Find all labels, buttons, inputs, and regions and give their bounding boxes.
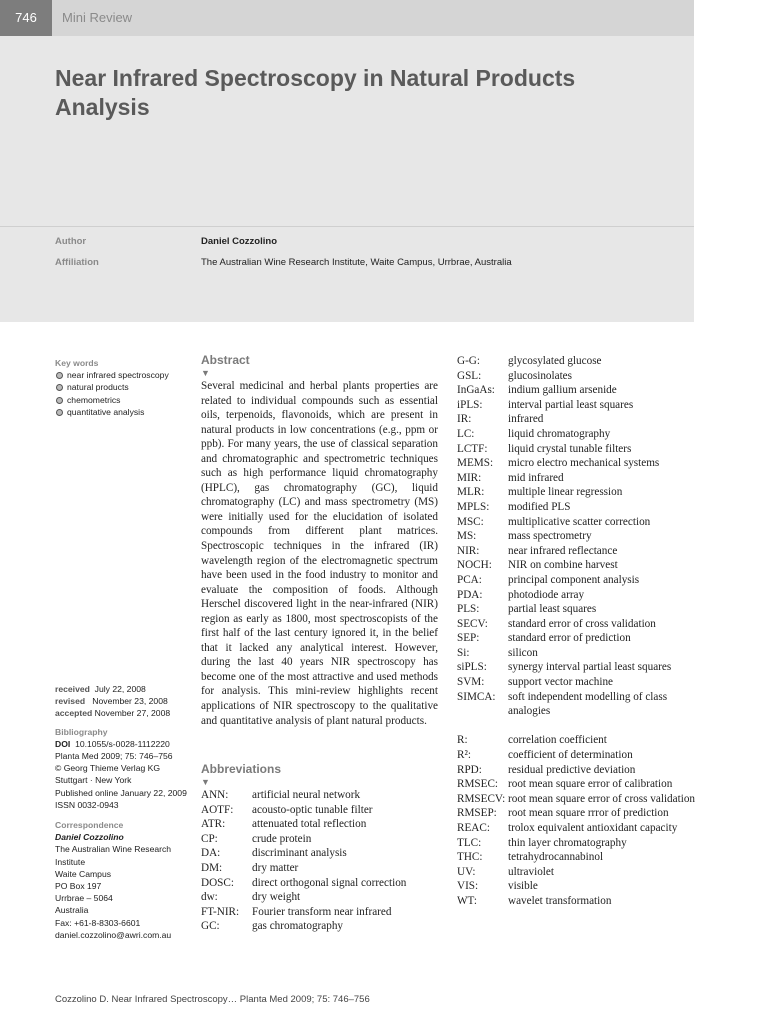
abbreviation-code: MSC: — [457, 515, 484, 528]
abbreviation-definition: acousto-optic tunable filter — [252, 803, 373, 816]
top-bar — [0, 0, 694, 36]
abbreviation-row — [457, 836, 697, 851]
abbreviation-definition: wavelet transformation — [508, 894, 612, 907]
abbreviation-definition: principal component analysis — [508, 573, 640, 586]
abbreviation-definition: tetrahydrocannabinol — [508, 851, 604, 864]
article-info-block — [55, 683, 190, 941]
abbreviation-row — [201, 832, 438, 847]
author-label: Author — [55, 236, 87, 247]
abbreviation-definition: liquid crystal tunable filters — [508, 442, 632, 455]
abbreviation-row — [457, 558, 697, 573]
abbreviation-definition: crude protein — [252, 832, 312, 845]
accepted-date: November 27, 2008 — [94, 708, 171, 719]
abbreviation-code: DM: — [201, 861, 223, 874]
keywords-label: Key words — [55, 358, 99, 368]
abbreviation-definition: synergy interval partial least squares — [508, 661, 672, 674]
correspondence-label: Correspondence — [55, 820, 124, 831]
abbreviation-code: MLR: — [457, 486, 485, 499]
abbreviation-definition: near infrared reflectance — [508, 544, 618, 557]
abbreviation-code: dw: — [201, 891, 218, 904]
abbreviation-code: InGaAs: — [457, 384, 495, 397]
abbreviation-row — [457, 660, 697, 675]
abbreviation-definition: mid infrared — [508, 471, 564, 484]
abbreviation-row — [457, 500, 697, 515]
abbreviation-row — [457, 865, 697, 880]
abbreviation-row — [457, 748, 697, 763]
abbreviation-row — [457, 792, 697, 807]
correspondence-name: Daniel Cozzolino — [55, 832, 124, 843]
abbreviation-row — [201, 788, 438, 803]
abbreviation-code: R²: — [457, 749, 471, 762]
abbreviation-code: SVM: — [457, 676, 485, 689]
header-divider — [0, 226, 694, 227]
abbreviation-code: DOSC: — [201, 876, 234, 889]
abbreviation-definition: root mean square error of calibration — [508, 778, 673, 791]
abbreviation-code: MIR: — [457, 471, 482, 484]
doi-value: 10.1055/s-0028-1112220 — [75, 738, 170, 749]
abbreviation-definition: mass spectrometry — [508, 530, 592, 543]
bibliography-line: Planta Med 2009; 75: 746–756 — [55, 751, 173, 762]
correspondence-line: Australia — [55, 905, 89, 916]
abbreviation-definition: glycosylated glucose — [508, 355, 602, 367]
keywords-list — [55, 369, 190, 418]
abbreviation-code: VIS: — [457, 880, 479, 893]
abbreviation-code: NOCH: — [457, 559, 492, 572]
abbreviation-definition: NIR on combine harvest — [508, 559, 618, 572]
abbreviation-row — [201, 905, 438, 920]
abbreviation-row — [457, 733, 697, 748]
abbreviation-code: UV: — [457, 865, 476, 878]
abbreviation-definition: root mean square rrror of prediction — [508, 807, 669, 820]
abbreviation-row — [201, 817, 438, 832]
abbreviation-definition: standard error of prediction — [508, 632, 631, 645]
abbreviation-definition: interval partial least squares — [508, 398, 634, 411]
abbreviation-code: R: — [457, 734, 468, 747]
abbreviations-section — [201, 762, 438, 934]
abbreviation-definition: modified PLS — [508, 500, 571, 513]
abbreviation-definition: gas chromatography — [252, 920, 344, 933]
accepted-row: accepted November 27, 2008 — [55, 708, 171, 719]
abbreviation-row — [457, 850, 697, 865]
correspondence-line: Urrbrae – 5064 — [55, 893, 113, 904]
abbreviation-code: PDA: — [457, 588, 483, 601]
abbreviation-code: AOTF: — [201, 803, 234, 816]
abbreviation-definition: ultraviolet — [508, 865, 554, 878]
abbreviation-row — [457, 675, 697, 690]
abbreviation-definition: silicon — [508, 646, 538, 659]
abbreviation-row — [457, 485, 697, 500]
abbreviation-code: RPD: — [457, 763, 482, 776]
abbreviation-definition: trolox equivalent antioxidant capacity — [508, 822, 678, 834]
bibliography-line: Published online January 22, 2009 — [55, 787, 187, 798]
abbreviation-row — [457, 529, 697, 544]
abbreviations-marker-icon: ▼ — [201, 777, 210, 787]
received-row: received July 22, 2008 — [55, 684, 146, 694]
abbreviation-definition: discriminant analysis — [252, 847, 347, 860]
abbreviation-code: SIMCA: — [457, 690, 496, 703]
correspondence-line: The Australian Wine Research Institute — [55, 844, 172, 867]
keywords-block — [55, 357, 190, 418]
abbreviation-row — [457, 690, 697, 719]
abbreviation-code: RMSECV: — [457, 792, 506, 805]
abbreviation-row — [457, 646, 697, 661]
abbreviation-code: PLS: — [457, 603, 480, 616]
abbreviation-row — [457, 821, 697, 836]
abbreviation-code: CP: — [201, 832, 218, 845]
abbreviation-definition: infrared — [508, 413, 544, 426]
abbreviation-definition: partial least squares — [508, 603, 597, 616]
bibliography-label: Bibliography — [55, 726, 108, 737]
abbreviation-row — [457, 573, 697, 588]
abbreviation-code: G-G: — [457, 355, 480, 367]
abbreviation-definition: liquid chromatography — [508, 427, 611, 440]
abbreviation-definition: root mean square error of cross validation — [508, 792, 696, 805]
correspondence-email[interactable]: daniel.cozzolino@awri.com.au — [55, 929, 172, 940]
abbreviation-code: SECV: — [457, 617, 488, 630]
abbreviation-definition: glucosinolates — [508, 369, 573, 382]
abbreviation-code: MS: — [457, 530, 477, 543]
received-date: July 22, 2008 — [94, 684, 146, 694]
abbreviation-code: REAC: — [457, 822, 490, 834]
abbreviation-row — [457, 763, 697, 778]
abbreviation-row — [457, 617, 697, 632]
abbreviation-row — [457, 602, 697, 617]
abbreviation-row — [457, 471, 697, 486]
abbreviation-row — [201, 861, 438, 876]
abbreviation-code: IR: — [457, 413, 472, 426]
affiliation-text: The Australian Wine Research Institute, Waite Campus, Urrbrae, Australia — [201, 257, 512, 268]
abbreviation-row — [201, 876, 438, 891]
abbreviation-code: PCA: — [457, 573, 482, 586]
abbreviation-code: iPLS: — [457, 398, 483, 411]
abbreviation-row — [457, 442, 697, 457]
abbreviation-definition: residual predictive deviation — [508, 763, 636, 776]
abbreviation-definition: correlation coefficient — [508, 734, 607, 747]
abbreviation-definition: artificial neural network — [252, 789, 361, 801]
revised-date: November 23, 2008 — [92, 696, 168, 707]
abbreviation-row — [201, 846, 438, 861]
abbreviation-definition: multiplicative scatter correction — [508, 515, 651, 528]
abbreviation-code: Si: — [457, 646, 470, 659]
abbreviations-list-left — [201, 788, 438, 934]
section-label: Mini Review — [62, 10, 133, 25]
doi-row: DOI 10.1055/s-0028-1112220 — [55, 738, 170, 749]
abbreviation-definition: dry weight — [252, 891, 301, 904]
bibliography-line: ISSN 0032-0943 — [55, 799, 119, 810]
keyword-item: near infrared spectroscopy — [55, 369, 190, 381]
abbreviation-row — [457, 879, 697, 894]
footer-citation: Cozzolino D. Near Infrared Spectroscopy… Planta Med 2009; 75: 746–756 — [55, 994, 370, 1005]
abbreviation-code: LC: — [457, 427, 475, 440]
author-name: Daniel Cozzolino — [201, 236, 277, 247]
abbreviation-row — [457, 777, 697, 792]
abbreviation-definition: Fourier transform near infrared — [252, 905, 392, 918]
abbreviation-row — [457, 588, 697, 603]
abbreviation-definition: coefficient of determination — [508, 749, 633, 762]
abbreviation-definition: support vector machine — [508, 676, 614, 689]
abbreviation-row — [457, 398, 697, 413]
abstract-section — [201, 353, 438, 728]
abbreviation-definition: soft independent modelling of class analogies — [508, 690, 668, 718]
bibliography-line: Stuttgart · New York — [55, 775, 132, 786]
abbreviation-row — [457, 515, 697, 530]
abbreviation-code: RMSEP: — [457, 807, 497, 820]
abbreviation-definition: photodiode array — [508, 588, 585, 601]
abbreviation-code: siPLS: — [457, 661, 487, 674]
abbreviation-code: GSL: — [457, 369, 482, 382]
abbreviation-definition: standard error of cross validation — [508, 617, 656, 630]
abbreviation-code: DA: — [201, 847, 221, 860]
abstract-marker-icon: ▼ — [201, 368, 210, 378]
correspondence-line: PO Box 197 — [55, 881, 102, 892]
abbreviation-row — [457, 631, 697, 646]
abstract-text: Several medicinal and herbal plants properties are related to individual compounds such as essential oils, terpenoids, flavonoids, which are present in natural products in low concentrations (e.g., ppm or ppb). For many years, the use of classical separation and chromatographic and spectrometric techniques such as high performance liquid chromatography (HPLC), gas chromatography (GC), liquid chromatography (LC) and mass spectrometry (MS) were initially used for the elucidation of isolated compounds from different plant matrices. Spectroscopic techniques in the infrared (IR) wavelength region of the electromagnetic spectrum have been used in the food industry to monitor and evaluate the composition of foods. Although Herschel discovered light in the near-infrared (NIR) region as early as 1800, most spectroscopists of the first half of the last century ignored it, in the belief that it lacked any analytical interest. However, during the last 40 years NIR spectroscopy has become one of the most attractive and used methods for analysis. This mini-review highlights recent applications of NIR spectroscopy to the qualitative and quantitative analysis of plant natural products. — [201, 380, 438, 727]
abbreviation-row — [201, 919, 438, 934]
abbreviation-row — [457, 383, 697, 398]
abbreviation-code: GC: — [201, 920, 220, 933]
page-number: 746 — [0, 0, 52, 36]
affiliation-label: Affiliation — [55, 257, 99, 268]
abbreviation-row — [457, 544, 697, 559]
abbreviations-heading: Abbreviations — [201, 762, 282, 776]
abbreviation-code: MPLS: — [457, 500, 490, 513]
abbreviation-row — [457, 894, 697, 909]
abbreviation-definition: indium gallium arsenide — [508, 384, 617, 397]
abbreviation-definition: multiple linear regression — [508, 486, 623, 499]
abbreviation-code: MEMS: — [457, 457, 494, 470]
abbreviation-definition: dry matter — [252, 861, 299, 874]
abbreviation-code: ATR: — [201, 818, 226, 831]
abbreviation-row — [457, 369, 697, 384]
abbreviation-code: LCTF: — [457, 442, 488, 455]
abbreviation-row — [457, 806, 697, 821]
abbreviation-row — [457, 412, 697, 427]
abbreviation-row — [201, 890, 438, 905]
abbreviation-code: NIR: — [457, 544, 480, 557]
correspondence-line: Waite Campus — [55, 868, 112, 879]
abbreviation-code: TLC: — [457, 836, 482, 849]
abbreviation-code: THC: — [457, 851, 483, 864]
abbreviation-row — [457, 354, 697, 369]
abbreviation-row — [457, 427, 697, 442]
correspondence-line: Fax: +61-8-8303-6601 — [55, 917, 141, 928]
abbreviation-definition: attenuated total reflection — [252, 818, 367, 831]
abbreviation-row — [201, 803, 438, 818]
keyword-item: quantitative analysis — [55, 406, 190, 418]
abbreviation-definition: micro electro mechanical systems — [508, 457, 660, 470]
abbreviation-code: RMSEC: — [457, 778, 499, 791]
abbreviation-definition: thin layer chromatography — [508, 836, 627, 849]
abbreviation-code: SEP: — [457, 632, 480, 645]
abstract-heading: Abstract — [201, 353, 250, 367]
revised-row: revised November 23, 2008 — [55, 696, 168, 707]
bibliography-line: © Georg Thieme Verlag KG — [55, 763, 161, 774]
article-title: Near Infrared Spectroscopy in Natural Products Analysis — [55, 65, 576, 120]
abbreviations-list-right — [457, 354, 697, 909]
abbreviation-code: ANN: — [201, 789, 229, 801]
abbreviation-code: FT-NIR: — [201, 905, 240, 918]
abbreviation-definition: visible — [508, 880, 538, 893]
keyword-item: natural products — [55, 381, 190, 393]
abbreviation-code: WT: — [457, 894, 477, 907]
keyword-item: chemometrics — [55, 394, 190, 406]
abbreviation-definition: direct orthogonal signal correction — [252, 876, 407, 889]
abbreviation-row — [457, 456, 697, 471]
